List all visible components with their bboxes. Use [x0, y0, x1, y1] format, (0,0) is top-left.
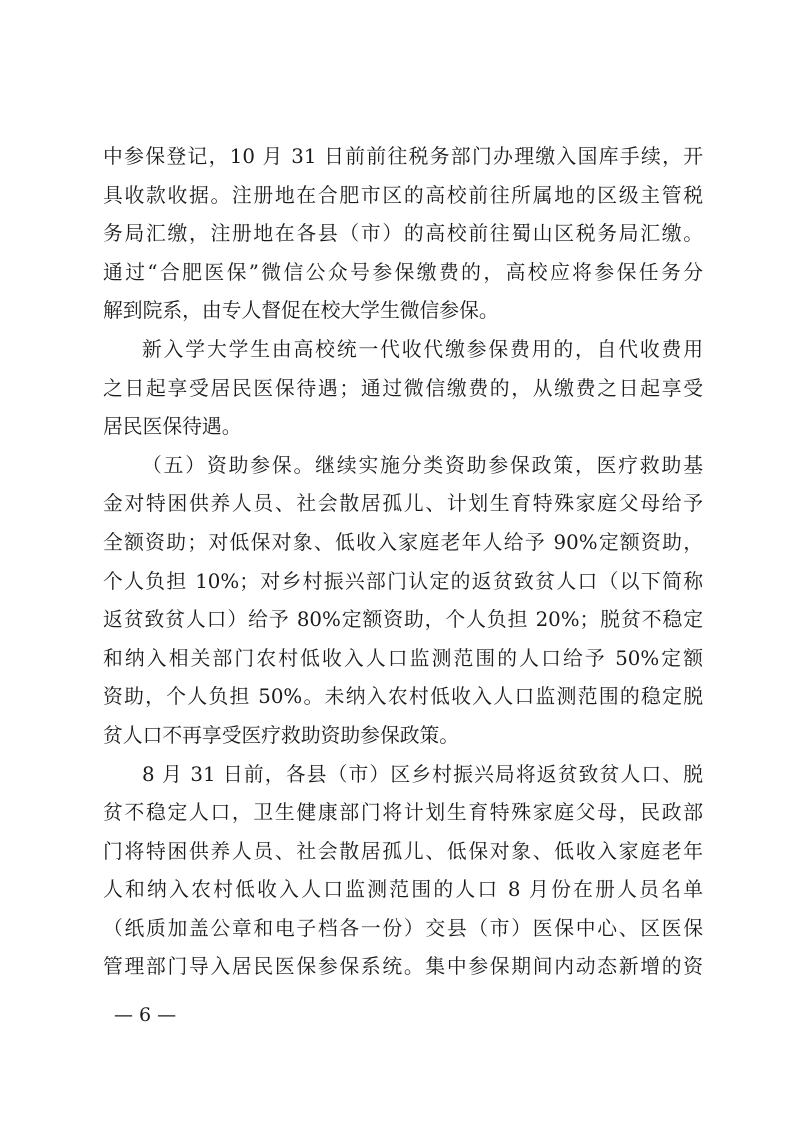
text-line: （五）资助参保。继续实施分类资助参保政策，医疗救助基: [142, 453, 703, 477]
text-line: 新入学大学生由高校统一代收代缴参保费用的，自代收费用: [142, 337, 703, 361]
text-line: 资助，个人负担 50%。未纳入农村低收入人口监测范围的稳定脱: [103, 685, 703, 709]
text-line: 解到院系，由专人督促在校大学生微信参保。: [103, 299, 499, 323]
text-line: 务局汇缴，注册地在各县（市）的高校前往蜀山区税务局汇缴。: [103, 222, 703, 246]
body-text: [103, 138, 703, 987]
text-line: 8 月 31 日前，各县（市）区乡村振兴局将返贫致贫人口、脱: [142, 762, 703, 786]
text-line: 管理部门导入居民医保参保系统。集中参保期间内动态新增的资: [103, 955, 703, 979]
page-number: — 6 —: [114, 1004, 177, 1026]
text-line: 居民医保待遇。: [103, 415, 242, 439]
text-line: 和纳入相关部门农村低收入人口监测范围的人口给予 50%定额: [103, 646, 703, 670]
text-line: 贫不稳定人口，卫生健康部门将计划生育特殊家庭父母，民政部: [103, 801, 703, 825]
text-line: 中参保登记，10 月 31 日前前往税务部门办理缴入国库手续，开: [103, 145, 703, 168]
text-line: 人和纳入农村低收入人口监测范围的人口 8 月份在册人员名单: [103, 878, 703, 902]
text-line: 贫人口不再享受医疗救助资助参保政策。: [103, 723, 460, 747]
text-line: 全额资助；对低保对象、低收入家庭老年人给予 90%定额资助，: [103, 530, 703, 554]
text-line: 金对特困供养人员、社会散居孤儿、计划生育特殊家庭父母给予: [103, 492, 703, 516]
text-line: 之日起享受居民医保待遇；通过微信缴费的，从缴费之日起享受: [103, 376, 703, 400]
text-line: 个人负担 10%；对乡村振兴部门认定的返贫致贫人口（以下简称: [103, 569, 703, 593]
paragraph: [103, 331, 703, 447]
paragraph: [103, 756, 703, 988]
text-line: 具收款收据。注册地在合肥市区的高校前往所属地的区级主管税: [103, 183, 703, 207]
text-line: 门将特困供养人员、社会散居孤儿、低保对象、低收入家庭老年: [103, 839, 703, 863]
text-line: 返贫致贫人口）给予 80%定额资助，个人负担 20%；脱贫不稳定: [103, 608, 703, 632]
text-line: （纸质加盖公章和电子档各一份）交县（市）医保中心、区医保: [103, 916, 703, 940]
text-line: 通过“合肥医保”微信公众号参保缴费的，高校应将参保任务分: [103, 260, 703, 284]
paragraph: [103, 447, 703, 756]
paragraph: [103, 138, 703, 331]
